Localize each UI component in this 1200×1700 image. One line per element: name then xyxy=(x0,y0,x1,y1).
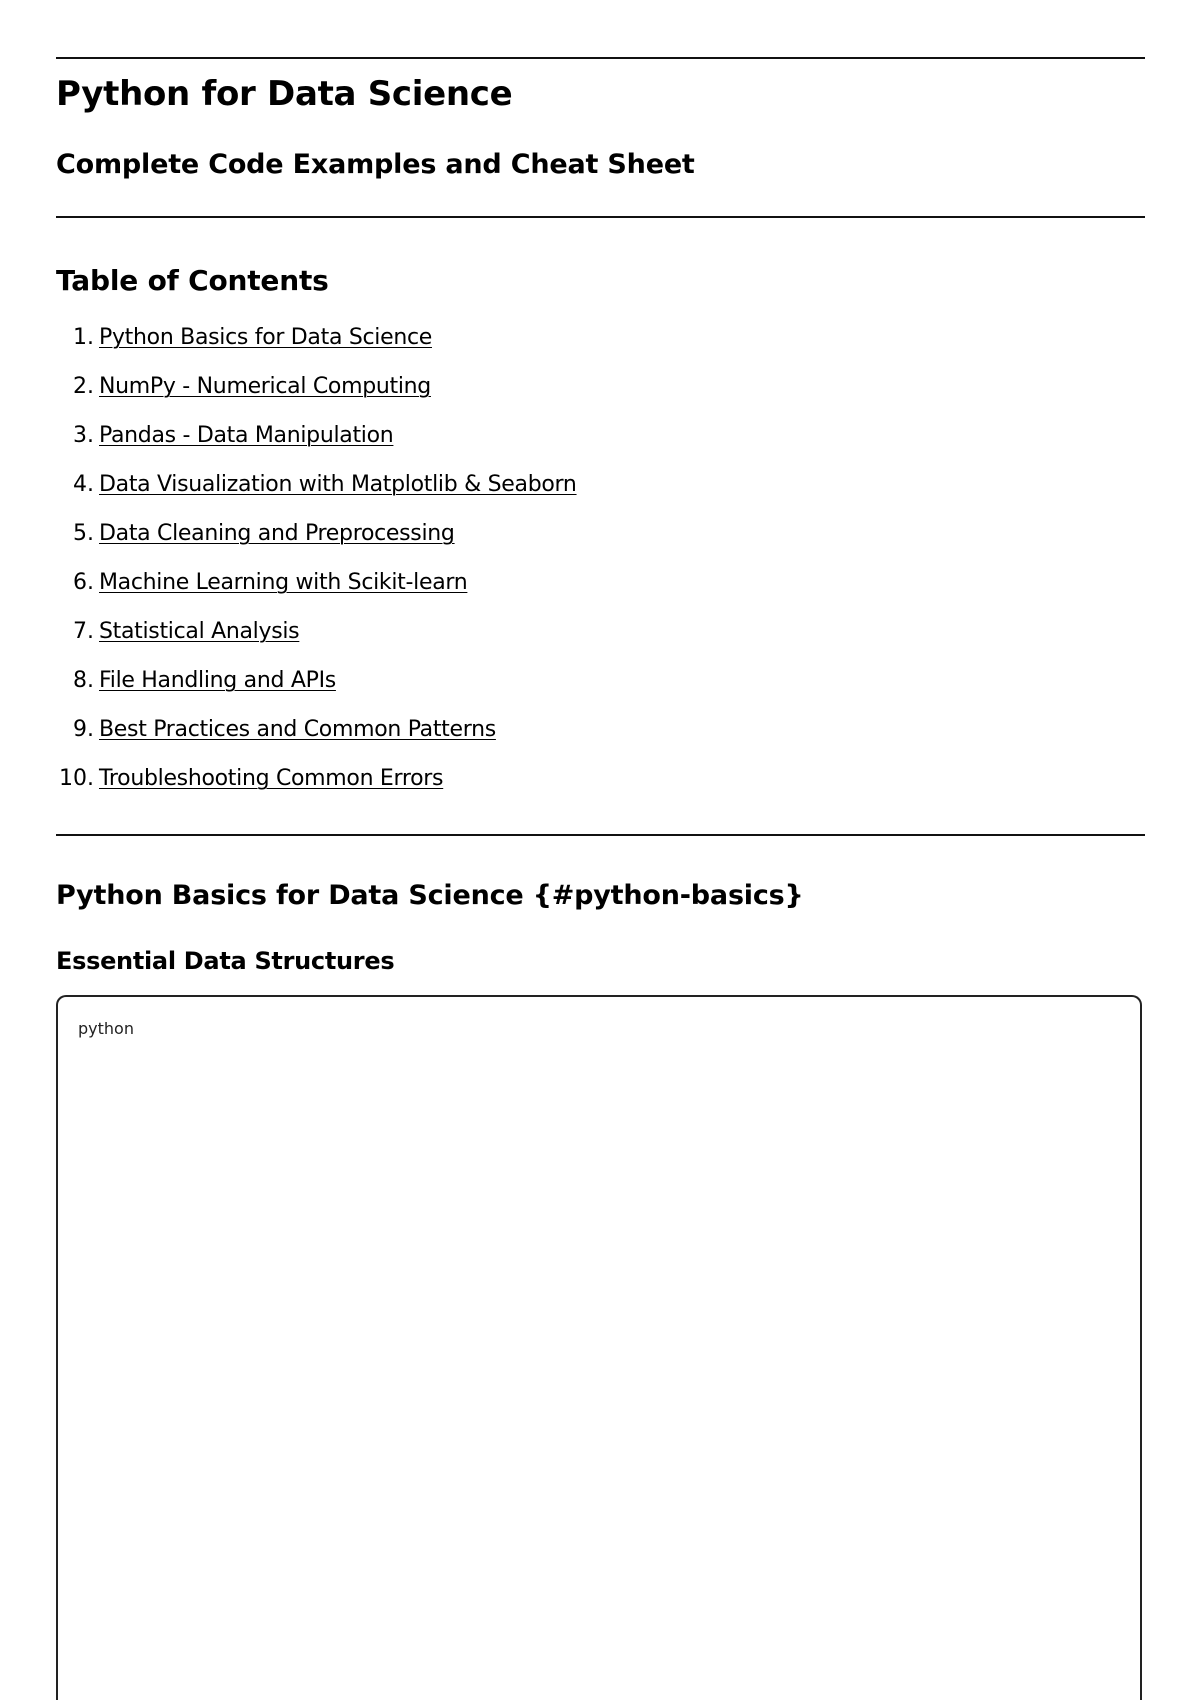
code-block xyxy=(56,995,1142,1700)
toc-divider xyxy=(56,834,1145,836)
code-language-label: python xyxy=(78,1019,134,1038)
toc-link-best-practices[interactable]: Best Practices and Common Patterns xyxy=(99,717,496,742)
toc-link-statistical-analysis[interactable]: Statistical Analysis xyxy=(99,619,300,644)
section-subheading: Essential Data Structures xyxy=(56,947,395,975)
toc-item-number: 7. xyxy=(73,619,94,644)
toc-link-numpy[interactable]: NumPy - Numerical Computing xyxy=(99,374,431,399)
section-heading: Python Basics for Data Science {#python-basics} xyxy=(56,880,804,911)
header-divider xyxy=(56,216,1145,218)
toc-item-number: 9. xyxy=(73,717,94,742)
toc-item-number: 2. xyxy=(73,374,94,399)
toc-link-visualization[interactable]: Data Visualization with Matplotlib & Seaborn xyxy=(99,472,577,497)
toc-item-number: 3. xyxy=(73,423,94,448)
page-subtitle: Complete Code Examples and Cheat Sheet xyxy=(56,149,695,180)
toc-link-troubleshooting[interactable]: Troubleshooting Common Errors xyxy=(99,766,444,791)
toc-heading: Table of Contents xyxy=(56,264,329,297)
toc-link-machine-learning[interactable]: Machine Learning with Scikit-learn xyxy=(99,570,468,595)
toc-link-file-handling[interactable]: File Handling and APIs xyxy=(99,668,336,693)
toc-item-number: 10. xyxy=(59,766,94,791)
toc-link-python-basics[interactable]: Python Basics for Data Science xyxy=(99,325,432,350)
toc-item-number: 8. xyxy=(73,668,94,693)
page-title: Python for Data Science xyxy=(56,74,513,114)
top-divider xyxy=(56,57,1145,59)
toc-item-number: 6. xyxy=(73,570,94,595)
toc-link-data-cleaning[interactable]: Data Cleaning and Preprocessing xyxy=(99,521,455,546)
toc-link-pandas[interactable]: Pandas - Data Manipulation xyxy=(99,423,394,448)
toc-item-number: 1. xyxy=(73,325,94,350)
toc-item-number: 5. xyxy=(73,521,94,546)
toc-item-number: 4. xyxy=(73,472,94,497)
